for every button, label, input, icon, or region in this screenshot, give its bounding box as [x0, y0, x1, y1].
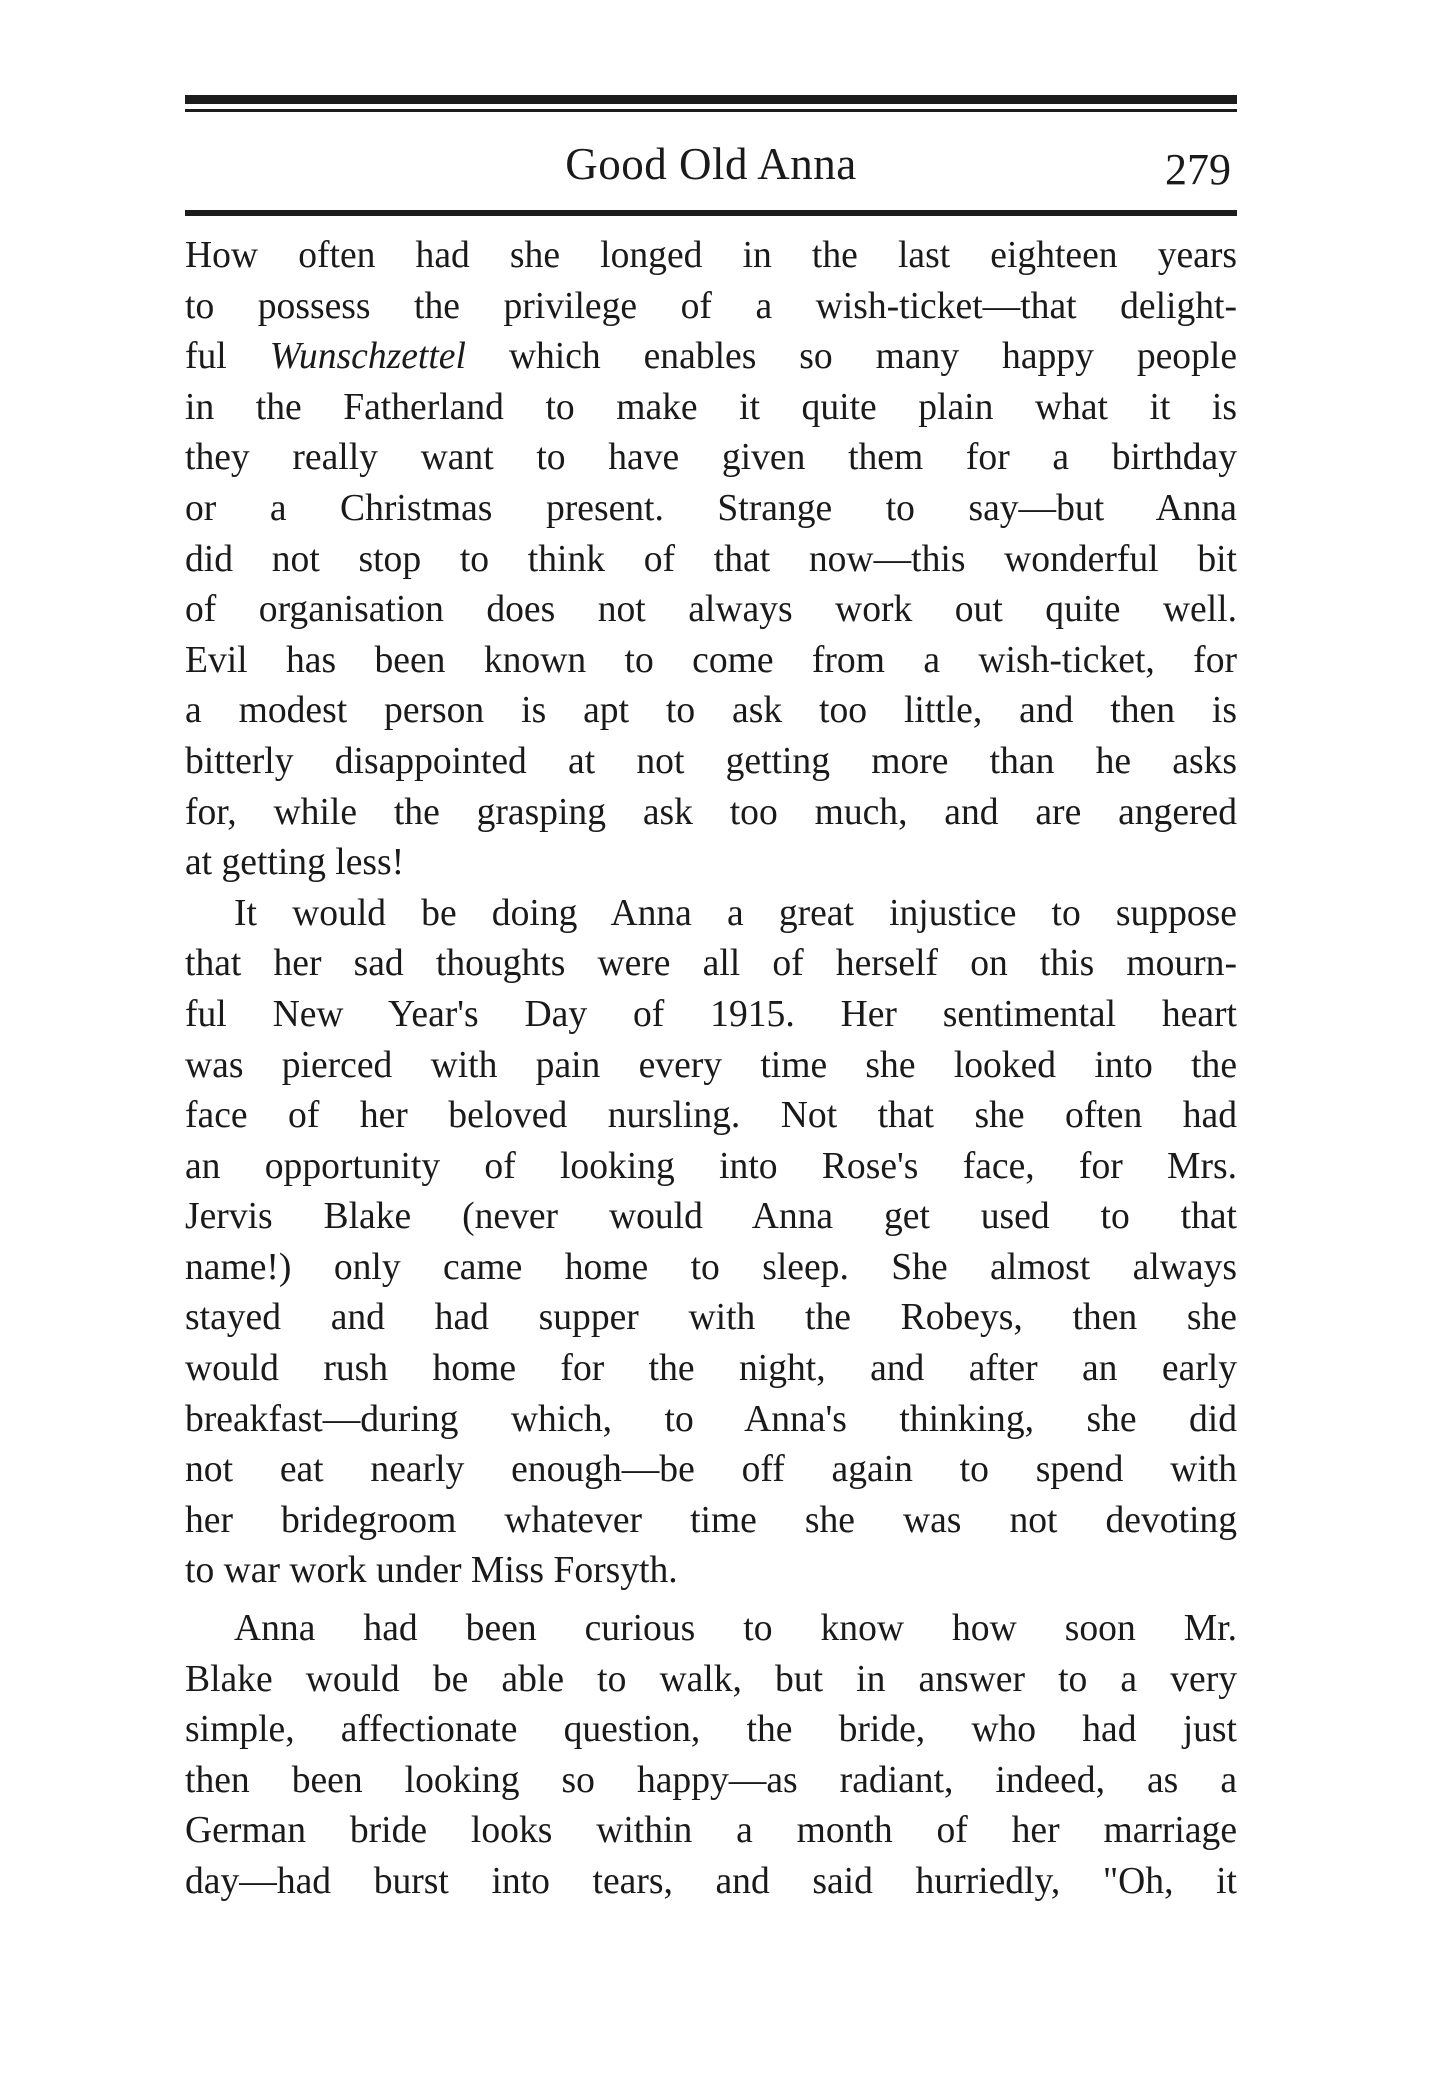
text-line: or a Christmas present. Strange to say—but Anna [185, 487, 1237, 529]
text-line: bitterly disappointed at not getting more than he asks [185, 740, 1237, 782]
text-fragment: ful [185, 336, 270, 378]
text-line: at getting less! [185, 842, 405, 884]
text-line: to possess the privilege of a wish-ticket—that delight- [185, 285, 1237, 327]
running-title: Good Old Anna [565, 139, 857, 189]
text-line [185, 332, 1237, 383]
italic-term: Wunschzettel [269, 336, 466, 378]
text-line: simple, affectionate question, the bride, who had just [185, 1709, 1237, 1751]
text-line: for, while the grasping ask too much, and are angered [185, 791, 1237, 833]
text-line: ful New Year's Day of 1915. Her sentimental heart [185, 993, 1237, 1035]
text-line: in the Fatherland to make it quite plain what it is [185, 386, 1237, 428]
text-line: stayed and had supper with the Robeys, then she [185, 1297, 1237, 1339]
text-line: a modest person is apt to ask too little, and then is [185, 690, 1237, 732]
text-line: an opportunity of looking into Rose's face, for Mrs. [185, 1145, 1237, 1187]
text-line: German bride looks within a month of her marriage [185, 1810, 1237, 1852]
text-line: It would be doing Anna a great injustice to suppose [234, 892, 1237, 934]
text-line: day—had burst into tears, and said hurriedly, "Oh, it [185, 1861, 1237, 1902]
text-line: face of her beloved nursling. Not that she often had [185, 1095, 1237, 1137]
running-head [185, 112, 1237, 194]
text-fragment: which enables so many happy people [465, 336, 1237, 378]
header-rule-top [185, 95, 1237, 104]
text-line: to war work under Miss Forsyth. [185, 1550, 678, 1592]
text-line: did not stop to think of that now—this wonderful bit [185, 538, 1237, 580]
text-line: would rush home for the night, and after an early [185, 1348, 1237, 1390]
text-line: of organisation does not always work out quite well. [185, 589, 1237, 631]
text-line: Anna had been curious to know how soon Mr. [234, 1608, 1237, 1650]
header-rule-bottom [185, 210, 1237, 216]
book-page [185, 95, 1237, 1908]
paragraph-1 [185, 231, 1237, 889]
paragraph-2 [185, 889, 1237, 1597]
text-line: Jervis Blake (never would Anna get used to that [185, 1196, 1237, 1238]
paragraph-3 [185, 1604, 1237, 1908]
text-line: they really want to have given them for a birthday [185, 437, 1237, 479]
page-number: 279 [1165, 145, 1231, 194]
text-line: How often had she longed in the last eighteen years [185, 235, 1237, 276]
text-line: her bridegroom whatever time she was not devoting [185, 1499, 1237, 1541]
text-line: Blake would be able to walk, but in answer to a very [185, 1658, 1237, 1700]
text-line: Evil has been known to come from a wish-ticket, for [185, 639, 1237, 681]
body-text [185, 231, 1237, 1908]
text-line: breakfast—during which, to Anna's thinking, she did [185, 1398, 1237, 1440]
text-line: then been looking so happy—as radiant, indeed, as a [185, 1759, 1237, 1801]
text-line: not eat nearly enough—be off again to spend with [185, 1449, 1237, 1491]
text-line: name!) only came home to sleep. She almost always [185, 1246, 1237, 1288]
text-line: that her sad thoughts were all of herself on this mourn- [185, 943, 1237, 985]
text-line: was pierced with pain every time she looked into the [185, 1044, 1237, 1086]
